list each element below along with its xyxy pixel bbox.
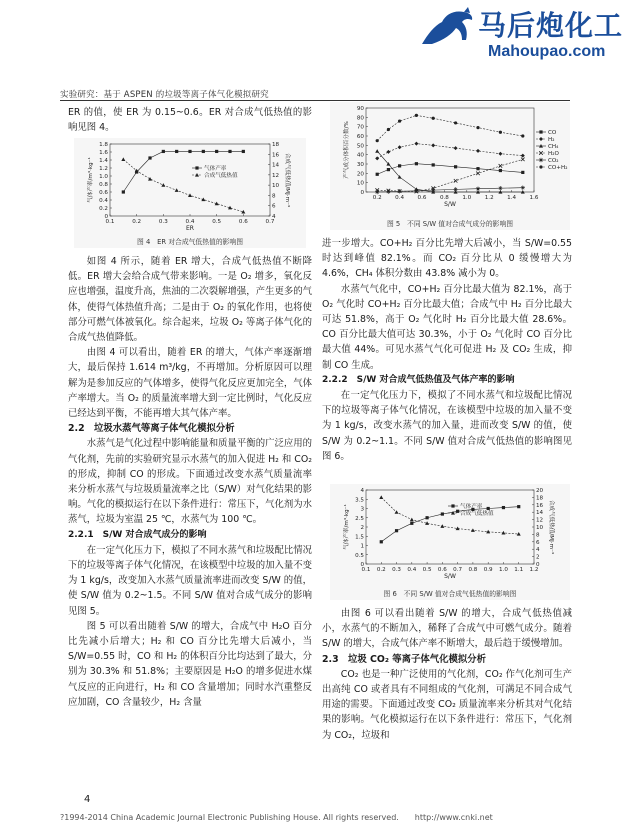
paragraph: 水蒸气气化中，CO+H₂ 百分比最大值为 82.1%，高于 O₂ 气化时 CO+H₂ 百分比最大值；合成气中 H₂ 百分比最大可达 51.8%，高于 O₂ 气化时 H₂ 百分比最大值 28.6%。CO 百分比最大值可达 30.3%，小于 O₂ 气化时 CO 百分比最大值 44%。可见水蒸气气化可促进 H₂ 及 CO₂ 生成，抑制 CO 生成。 — [322, 283, 572, 371]
x-tick-label: 0.4 — [185, 219, 195, 225]
x-tick-label: 0.6 — [238, 219, 248, 225]
paragraph: 在一定气化压力下，模拟了不同水蒸气和垃圾配比情况下的垃圾等离子体气化情况，在该模型中垃圾的加入量不变为 1 kg/s，改变加入水蒸气质量流率进而改变 S/W 的值，使 S/W 值为 0.2~1.5。不同 S/W 值对合成气成分的影响见图 5。 — [68, 544, 312, 617]
y-tick-label: 50 — [356, 143, 364, 150]
x-tick-label: 1.0 — [499, 567, 508, 573]
x-tick-label: 0.6 — [417, 195, 427, 201]
data-point — [499, 131, 502, 134]
left-column-body — [68, 254, 312, 710]
x-tick-label: 0.8 — [468, 567, 478, 573]
legend-marker — [451, 504, 454, 507]
data-point — [398, 119, 401, 122]
legend-marker — [539, 130, 542, 133]
figure-4-caption: 图 4 ER 对合成气低热值的影响图 — [136, 238, 244, 246]
data-point — [242, 150, 245, 153]
series-line-5 — [377, 115, 523, 140]
figure-4-chart — [74, 138, 306, 238]
legend-label: 合成气低热值 — [460, 511, 494, 517]
legend-marker — [539, 158, 543, 162]
y2-tick-label: 18 — [536, 495, 544, 502]
paragraph: 如图 4 所示，随着 ER 增大，合成气低热值不断降低。ER 增大会给合成气带来影响。一是 O₂ 增多，氧化反应也增强，温度升高，焦油的二次裂解增强，产生更多的气体，使得气体热值升高；二是由于 O₂ 的氧化作用，也将使部分可燃气体被氧化。综合起来，垃圾 O₂ 等离子体气化的合成气热值降低。 — [68, 256, 312, 344]
data-point — [517, 532, 521, 536]
x-axis-label: S/W — [444, 201, 456, 208]
x-tick-label: 0.8 — [439, 195, 449, 201]
data-point — [487, 507, 490, 510]
y-tick-label: 40 — [356, 152, 364, 159]
x-tick-label: 0.2 — [372, 195, 382, 201]
figure-6 — [330, 484, 570, 600]
y-tick-label: 0.4 — [99, 198, 108, 204]
x-tick-label: 1.4 — [507, 195, 517, 201]
legend-marker — [195, 166, 198, 169]
x-tick-label: 1.6 — [529, 195, 539, 201]
y-tick-label: 4 — [360, 488, 364, 494]
data-point — [375, 149, 379, 153]
paragraph: 水蒸气是气化过程中影响能量和质量平衡的广泛应用的气化剂，先前的实验研究显示水蒸气的加入促进 H₂ 和 CO₂ 的形成，抑制 CO 的形成。下面通过改变水蒸气质量流率来分析水蒸气与垃圾质量流率之比（S/W）对气化结果的影响。气化的模拟运行在以下条件进行：常压下，气化剂为水蒸气，垃圾为室温 25 ℃，水蒸气为 100 ℃。 — [68, 438, 312, 526]
data-point — [387, 128, 390, 131]
data-point — [398, 164, 401, 167]
paragraph: 由图 6 可以看出随着 S/W 的增大，合成气低热值减小，水蒸气的不断加入，稀释了合成气中可燃气成分。随着 S/W 的增大，合成气体产率不断增大，最后趋于缓慢增加。 — [322, 608, 572, 650]
data-point — [498, 152, 502, 156]
y2-tick-label: 12 — [536, 517, 544, 524]
y-axis-label: 产气成分体积百分数/% — [344, 121, 350, 179]
y2-tick-label: 16 — [272, 152, 280, 159]
data-point — [386, 190, 390, 194]
data-point — [122, 190, 125, 193]
x-tick-label: 1.1 — [514, 567, 524, 573]
data-point — [415, 162, 418, 165]
data-point — [476, 187, 480, 191]
x-tick-label: 0.2 — [132, 219, 142, 225]
y-tick-label: 1.8 — [99, 142, 108, 148]
data-point — [441, 512, 444, 515]
data-point — [486, 530, 490, 534]
legend-label: 气体产率 — [204, 166, 227, 172]
y2-axis-label: 合成气低热值/MJ·m⁻³ — [284, 152, 290, 208]
watermark-title: 马后炮化工 — [478, 9, 624, 42]
data-point — [161, 183, 165, 187]
y2-tick-label: 10 — [536, 525, 544, 531]
y-tick-label: 0 — [360, 190, 364, 196]
data-point — [476, 172, 480, 176]
y-tick-label: 90 — [356, 106, 364, 112]
data-point — [476, 149, 480, 153]
y-tick-label: 1.4 — [99, 158, 108, 164]
y-tick-label: 70 — [356, 124, 364, 131]
x-axis-label: S/W — [444, 573, 456, 580]
y-tick-label: 10 — [356, 180, 364, 187]
data-point — [379, 495, 383, 499]
y-tick-label: 1 — [360, 543, 364, 550]
data-point — [375, 156, 379, 160]
y-tick-label: 0.5 — [355, 552, 364, 559]
legend-label: H₂ — [548, 137, 555, 143]
left-column-top — [68, 105, 312, 135]
data-point — [498, 186, 502, 190]
y2-tick-label: 4 — [536, 547, 540, 554]
data-point — [499, 164, 503, 168]
y-tick-label: 1.6 — [99, 150, 108, 156]
plot-frame — [366, 108, 534, 192]
y-tick-label: 1.0 — [99, 174, 108, 180]
y-axis-label: 气体产率/m³·kg⁻¹ — [88, 157, 94, 203]
data-point — [454, 165, 457, 168]
x-tick-label: 0.3 — [158, 219, 168, 225]
section-heading-2-3: 2.3 垃圾 CO₂ 等离子体气化模拟分析 — [322, 653, 486, 665]
y-tick-label: 1.2 — [99, 166, 108, 172]
legend-label: CH₄ — [548, 144, 559, 150]
series-line-1 — [381, 497, 518, 534]
data-point — [425, 516, 428, 519]
data-point — [453, 187, 457, 191]
data-point — [502, 506, 505, 509]
data-point — [410, 522, 413, 525]
y2-tick-label: 20 — [536, 488, 544, 494]
x-tick-label: 1.0 — [462, 195, 472, 201]
y2-tick-label: 8 — [272, 193, 276, 200]
subsection-heading-2-2-1: 2.2.1 S/W 对合成气成分的影响 — [68, 529, 207, 540]
data-point — [454, 146, 458, 150]
y-tick-label: 60 — [356, 134, 364, 140]
y-tick-label: 20 — [356, 171, 364, 178]
legend-marker — [539, 165, 542, 168]
data-point — [148, 177, 152, 181]
data-point — [376, 139, 379, 142]
y-tick-label: 3 — [360, 506, 364, 513]
x-tick-label: 0.3 — [392, 567, 401, 573]
right-column-body — [322, 236, 572, 464]
legend-label: CO — [548, 130, 557, 136]
plot-frame — [110, 144, 270, 216]
y2-tick-label: 4 — [272, 214, 276, 220]
data-point — [454, 121, 457, 124]
horse-logo-icon — [418, 6, 476, 50]
data-point — [188, 150, 191, 153]
y2-tick-label: 18 — [272, 142, 280, 148]
y2-tick-label: 2 — [536, 554, 540, 561]
data-point — [215, 150, 218, 153]
x-tick-label: 0.7 — [265, 219, 275, 225]
data-point — [521, 134, 524, 137]
data-point — [521, 171, 524, 174]
legend-label: CO+H₂ — [548, 165, 568, 171]
y-tick-label: 30 — [356, 162, 364, 168]
y-tick-label: 1.5 — [355, 534, 364, 541]
y-tick-label: 2 — [360, 525, 364, 531]
data-point — [395, 529, 398, 532]
y2-tick-label: 6 — [536, 539, 540, 546]
data-point — [521, 186, 525, 190]
right-column-bottom — [322, 606, 572, 743]
data-point — [386, 150, 390, 154]
data-point — [395, 510, 399, 514]
data-point — [376, 173, 379, 176]
data-point — [476, 167, 479, 170]
figure-6-chart — [330, 484, 570, 584]
data-point — [432, 163, 435, 166]
data-point — [454, 179, 458, 183]
y2-tick-label: 14 — [272, 162, 280, 169]
figure-5-chart — [330, 102, 570, 214]
y2-tick-label: 14 — [536, 510, 544, 517]
y-tick-label: 3.5 — [355, 497, 364, 504]
y2-tick-label: 12 — [272, 172, 280, 179]
legend-label: 合成气低热值 — [204, 173, 238, 179]
x-tick-label: 1.2 — [484, 195, 494, 201]
series-line-0 — [381, 507, 518, 542]
data-point — [521, 158, 525, 162]
x-tick-label: 0.7 — [453, 567, 463, 573]
x-tick-label: 0.4 — [407, 567, 417, 573]
y2-tick-label: 16 — [536, 502, 544, 509]
data-point — [202, 150, 205, 153]
data-point — [188, 193, 192, 197]
data-point — [499, 169, 502, 172]
legend-label: CO₂ — [548, 158, 559, 164]
paragraph: ER 的值，使 ER 为 0.15~0.6。ER 对合成气低热值的影响见图 4。 — [68, 107, 312, 134]
header-rule — [60, 100, 570, 101]
subsection-heading-2-2-2: 2.2.2 S/W 对合成气低热值及气体产率的影响 — [322, 374, 515, 385]
legend-marker — [539, 137, 543, 141]
paragraph: 图 5 可以看出随着 S/W 的增大，合成气中 H₂O 百分比先减小后增大；H₂ 和 CO 百分比先增大后减小，当 S/W=0.55 时，CO 和 H₂ 的体积百分比均达到了最大，分别为 30.3% 和 51.8%；主要原因是 H₂O 的增多促进水煤气反应的正向进行，H₂ 和 CO 含量增加；同时水汽重整反应加剧，CO 含量较少，H₂ 含量 — [68, 620, 312, 708]
copyright-footer: ?1994-2014 China Academic Journal Electronic Publishing House. All rights reserved. http://www.cnki.net — [60, 813, 493, 822]
series-line-3 — [377, 159, 523, 191]
data-point — [121, 157, 125, 161]
data-point — [148, 156, 151, 159]
figure-5-caption: 图 5 不同 S/W 值对合成气成分的影响图 — [386, 220, 514, 228]
x-tick-label: 0.5 — [422, 567, 432, 573]
legend-label: H₂O — [548, 151, 559, 157]
data-point — [175, 150, 178, 153]
y-tick-label: 80 — [356, 115, 364, 122]
data-point — [228, 150, 231, 153]
y-tick-label: 0 — [104, 214, 108, 220]
data-point — [456, 510, 459, 513]
data-point — [415, 114, 418, 117]
y-tick-label: 2.5 — [355, 515, 364, 522]
x-tick-label: 0.9 — [483, 567, 493, 573]
y-tick-label: 0.2 — [99, 206, 108, 212]
data-point — [380, 540, 383, 543]
data-point — [517, 505, 520, 508]
data-point — [387, 168, 390, 171]
data-point — [398, 145, 402, 149]
data-point — [432, 117, 435, 120]
data-point — [431, 143, 435, 147]
x-tick-label: 0.1 — [105, 219, 115, 225]
y-axis-label: 气体产率/m³·kg⁻¹ — [344, 504, 350, 550]
y2-tick-label: 0 — [536, 562, 540, 568]
x-tick-label: 0.4 — [395, 195, 405, 201]
data-point — [410, 518, 414, 522]
running-head: 实验研究：基于 ASPEN 的垃圾等离子体气化模拟研究 — [60, 90, 269, 100]
paragraph: 由图 4 可以看出，随着 ER 的增大，气体产率逐渐增大，最后保持 1.614 m³/kg，不再增加。分析原因可以理解为是参加反应的气体增多，使得气化反应更加完全，气体产率增大。当 O₂ 的质量流率增大到一定比例时，气化反应已经达到平衡，不能再增大其气体产率。 — [68, 347, 312, 420]
data-point — [162, 150, 165, 153]
section-heading-2-2: 2.2 垃圾水蒸气等离子体气化模拟分析 — [68, 423, 235, 435]
x-tick-label: 0.1 — [361, 567, 371, 573]
figure-4 — [74, 138, 306, 248]
page-number: 4 — [84, 794, 91, 805]
figure-6-caption: 图 6 不同 S/W 值对合成气低热值的影响图 — [383, 590, 517, 598]
paragraph: 在一定气化压力下，模拟了不同水蒸气和垃圾配比情况下的垃圾等离子体气化情况，在该模型中垃圾的加入量不变为 1 kg/s，改变水蒸气的加入量，进而改变 S/W 的值，使 S/W 为 0.2~1.1。不同 S/W 值对合成气低热值的影响图见图 6。 — [322, 390, 572, 462]
x-axis-label: ER — [186, 225, 194, 232]
paragraph: CO₂ 也是一种广泛使用的气化剂，CO₂ 作气化剂可生产出高纯 CO 或者具有不同组成的气化剂，可满足不同合成气用途的需要。下面通过改变 CO₂ 质量流率来分析其对气化结果的影响。气化模拟运行在以下条件进行：常压下，气化剂为 CO₂，垃圾和 — [322, 668, 572, 741]
legend-label: 气体产率 — [460, 504, 483, 510]
y-tick-label: 0 — [360, 562, 364, 568]
y2-tick-label: 8 — [536, 532, 540, 539]
data-point — [414, 142, 418, 146]
data-point — [476, 126, 479, 129]
data-point — [175, 188, 179, 192]
y-tick-label: 0.8 — [99, 182, 108, 188]
y2-tick-label: 10 — [272, 183, 280, 190]
y2-axis-label: 合成气低热值/MJ·m⁻³ — [548, 499, 554, 555]
x-tick-label: 0.6 — [437, 567, 447, 573]
x-tick-label: 1.2 — [529, 567, 539, 573]
watermark-url: Mahoupao.com — [488, 43, 606, 60]
y2-tick-label: 6 — [272, 203, 276, 210]
y-tick-label: 0.6 — [99, 190, 108, 196]
data-point — [521, 154, 525, 158]
x-tick-label: 0.2 — [376, 567, 386, 573]
x-tick-label: 0.5 — [212, 219, 222, 225]
figure-5 — [330, 102, 570, 230]
plot-frame — [366, 490, 534, 564]
paragraph: 进一步增大。CO+H₂ 百分比先增大后减小，当 S/W=0.55 时达到峰值 82.1%。而 CO₂ 百分比从 0 缓慢增大为 4.6%，CH₄ 体积分数由 43.8% 减小为 0。 — [322, 238, 572, 280]
